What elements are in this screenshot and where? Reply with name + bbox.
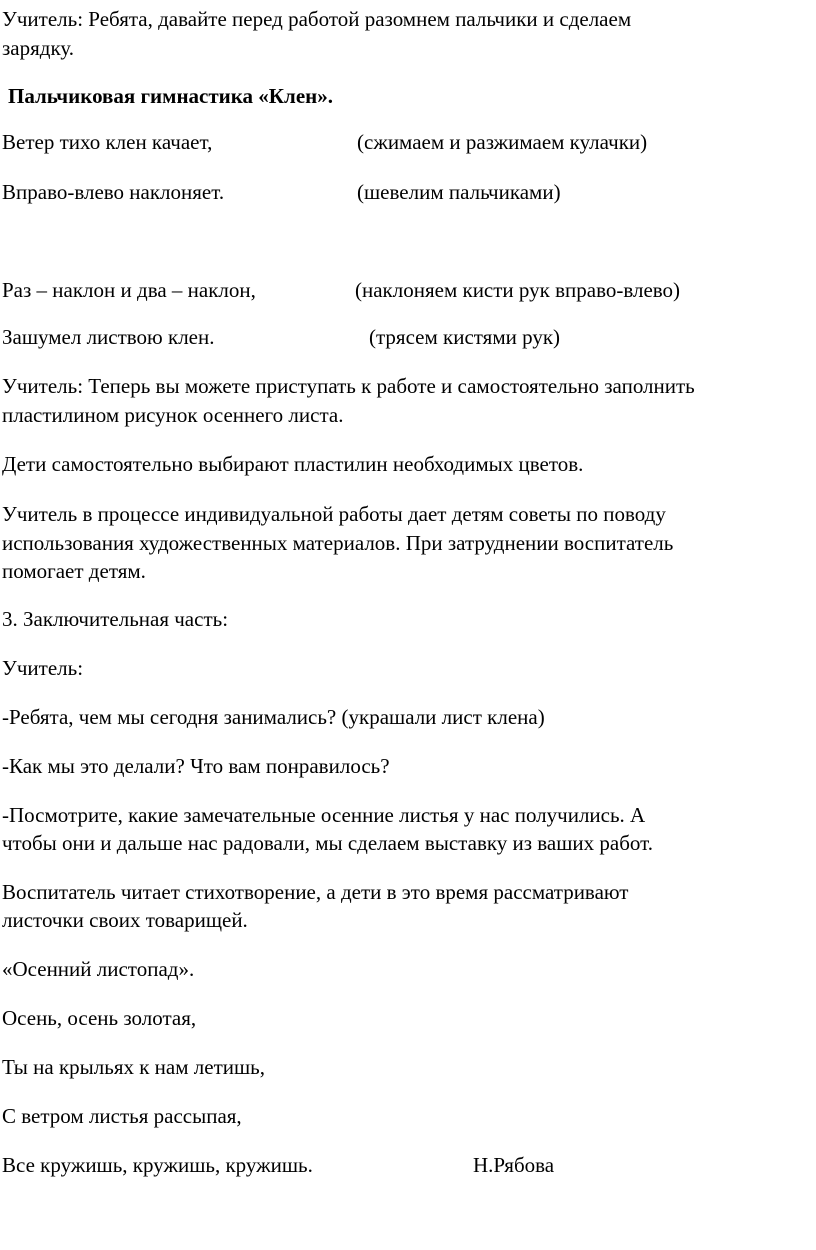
exercise-verse-2: Вправо-влево наклоняет. [2,180,225,204]
exercise-action-2: (шевелим пальчиками) [357,180,561,204]
exercise-action-1: (сжимаем и разжимаем кулачки) [357,130,648,154]
para3-line-3: помогает детям. [2,559,146,583]
intro-line-1: Учитель: Ребята, давайте перед работой разомнем пальчики и сделаем [2,7,632,31]
teacher-label: Учитель: [2,656,84,680]
para3-line-1: Учитель в процессе индивидуальной работы дает детям советы по поводу [2,502,666,526]
poem-line-3: С ветром листья рассыпая, [2,1104,242,1128]
para4-line-1: Воспитатель читает стихотворение, а дети в это время рассматривают [2,880,629,904]
para1-line-2: пластилином рисунок осеннего листа. [2,403,344,427]
section-3-heading: 3. Заключительная часть: [2,607,229,631]
para4-line-2: листочки своих товарищей. [2,908,248,932]
question-1: -Ребята, чем мы сегодня занимались? (украшали лист клена) [2,705,545,729]
poem-line-4: Все кружишь, кружишь, кружишь. [2,1153,313,1177]
poem-line-2: Ты на крыльях к нам летишь, [2,1055,265,1079]
para3-line-2: использования художественных материалов. При затруднении воспитатель [2,531,674,555]
question-3-line-2: чтобы они и дальше нас радовали, мы сделаем выставку из ваших работ. [2,831,653,855]
para2-line: Дети самостоятельно выбирают пластилин необходимых цветов. [2,452,584,476]
poem-line-1: Осень, осень золотая, [2,1006,197,1030]
intro-line-2: зарядку. [2,36,75,60]
poem-author: Н.Рябова [473,1153,555,1177]
para1-line-1: Учитель: Теперь вы можете приступать к работе и самостоятельно заполнить [2,374,695,398]
exercise-action-3: (наклоняем кисти рук вправо-влево) [355,278,681,302]
poem-title: «Осенний листопад». [2,957,195,981]
exercise-action-4: (трясем кистями рук) [369,325,561,349]
gymnastics-heading: Пальчиковая гимнастика «Клен». [8,84,333,108]
question-2: -Как мы это делали? Что вам понравилось? [2,754,390,778]
question-3-line-1: -Посмотрите, какие замечательные осенние листья у нас получились. А [2,803,646,827]
exercise-verse-3: Раз – наклон и два – наклон, [2,278,256,302]
exercise-verse-1: Ветер тихо клен качает, [2,130,213,154]
exercise-verse-4: Зашумел листвою клен. [2,325,215,349]
